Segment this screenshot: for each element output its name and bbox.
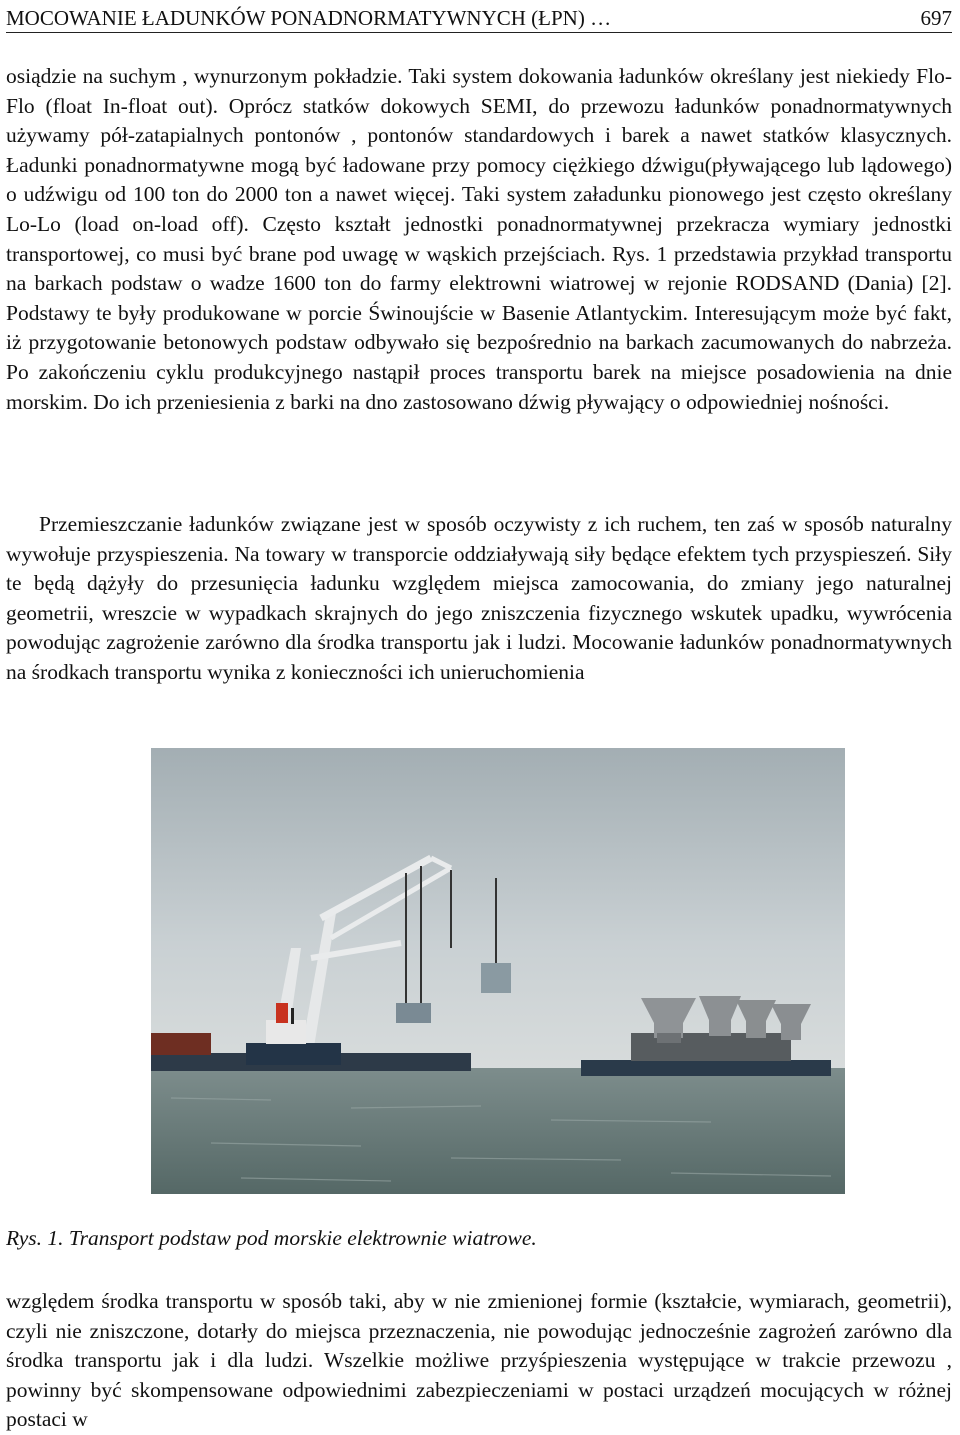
sea <box>151 1068 845 1194</box>
figure-caption: Rys. 1. Transport podstaw pod morskie elektrownie wiatrowe. <box>6 1226 537 1250</box>
figure-photo-barges-crane <box>151 748 845 1194</box>
sky <box>151 748 845 1073</box>
body-paragraph: Przemieszczanie ładunków związane jest w sposób oczywisty z ich ruchem, ten zaś w sposób naturalny wywołuje przyspieszenia. Na towary w transporcie oddziaływają siły będące efektem tych przyspieszeń. Siły te będą dążyły do przesunięcia ładunku względem miejsca zamocowania, do zmiany jego naturalnej geometrii, wreszcie w wypadkach skrajnych do jego zniszczenia fizycznego wskutek upadku, wywrócenia powodując zagrożenie zarówno dla środka transportu jak i ludzi. Mocowanie ładunków ponadnormatywnych na środkach transportu wynika z konieczności ich unieruchomienia <box>6 512 952 684</box>
body-paragraph: względem środka transportu w sposób taki, aby w nie zmienionej formie (kształcie, wymiarach, geometrii), czyli nie zniszczone, dotarły do miejsca przeznaczenia, nie powodując jednocześnie zagrożeń zarówno dla środka transportu jak i dla ludzi. Wszelkie możliwe przyśpieszenia występujące w trakcie przewozu , powinny być skompensowane odpowiednimi zabezpieczeniami w postaci urządzeń mocujących w różnej postaci w <box>6 1289 952 1432</box>
running-title: MOCOWANIE ŁADUNKÓW PONADNORMATYWNYCH (ŁPN) … <box>6 6 612 30</box>
body-paragraph: osiądzie na suchym , wynurzonym pokładzie. Taki system dokowania ładunków określany jest niekiedy Flo-Flo (float In-float out). Oprócz statków dokowych SEMI, do przewozu ładunków ponadnormatywnych używamy pół-zatapialnych pontonów , pontonów standardowych i barek a nawet statków klasycznych. Ładunki ponadnormatywne mogą być ładowane przy pomocy ciężkiego dźwigu(pływającego lub lądowego) o udźwigu od 100 ton do 2000 ton a nawet więcej. Taki system załadunku pionowego jest często określany Lo-Lo (load on-load off). Często kształt jednostki ponadnormatywnej przekracza wymiary jednostki transportowej, co musi być brane pod uwagę w wąskich przejściach. Rys. 1 przedstawia przykład transportu na barkach podstaw o wadze 1600 ton do farmy elektrowni wiatrowej w rejonie RODSAND (Dania) [2]. Podstawy te były produkowane w porcie Świnoujście w Basenie Atlantyckim. Interesującym może być fakt, iż przygotowanie betonowych podstaw odbywało się bezpośrednio na barkach zacumowanych do nabrzeża. Po zakończeniu cyklu produkcyjnego nastąpił proces transportu barek na miejsce posadowienia na dnie morskim. Do ich przeniesienia z barki na dno zastosowano dźwig pływający o odpowiedniej nośności. <box>6 64 952 414</box>
running-header <box>6 6 952 33</box>
page-number: 697 <box>920 6 952 30</box>
